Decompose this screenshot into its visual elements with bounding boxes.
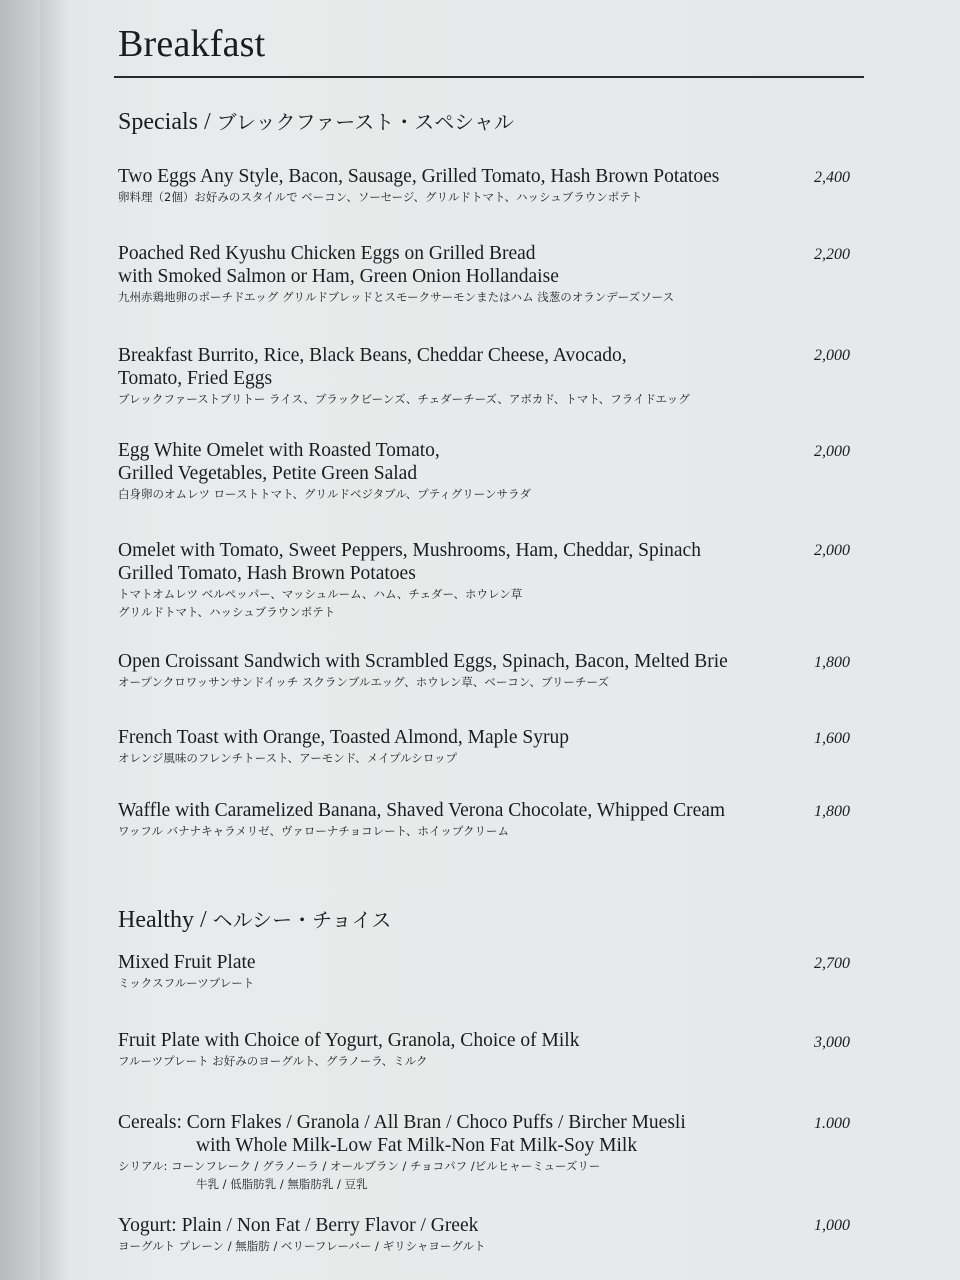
- menu-item: [118, 650, 898, 691]
- title-divider: [114, 76, 864, 78]
- item-name: Mixed Fruit Plate: [118, 952, 256, 973]
- section-separator: /: [197, 109, 217, 135]
- book-binding: [0, 0, 40, 1280]
- item-name-jp: ワッフル バナナキャラメリゼ、ヴァローナチョコレート、ホイップクリーム: [118, 824, 509, 838]
- page-title: Breakfast: [118, 23, 266, 65]
- item-name-jp: ブレックファーストブリトー ライス、ブラックビーンズ、チェダーチーズ、アボカド、トマト、フライドエッグ: [118, 392, 690, 406]
- item-price: 2,000: [814, 443, 850, 460]
- section-name: Healthy: [118, 907, 194, 933]
- item-name-jp: グリルドトマト、ハッシュブラウンポテト: [118, 605, 336, 619]
- item-price: 1,800: [814, 803, 850, 820]
- item-price: 1.000: [814, 1115, 850, 1132]
- item-name: Omelet with Tomato, Sweet Peppers, Mushrooms, Ham, Cheddar, Spinach: [118, 540, 701, 561]
- section-name-jp: ヘルシー・チョイス: [212, 908, 392, 932]
- item-price: 1,800: [814, 654, 850, 671]
- section-name: Specials: [118, 109, 198, 135]
- item-name: Breakfast Burrito, Rice, Black Beans, Cheddar Cheese, Avocado,: [118, 345, 627, 366]
- section-name-jp: ブレックファースト・スペシャル: [216, 110, 514, 134]
- menu-item: [118, 1214, 898, 1255]
- menu-item: [118, 799, 898, 840]
- menu-item: [118, 726, 898, 767]
- menu-item: [118, 1029, 898, 1070]
- item-name: Grilled Tomato, Hash Brown Potatoes: [118, 563, 416, 584]
- menu-item: [118, 951, 898, 992]
- item-price: 2,400: [814, 169, 850, 186]
- item-name: Poached Red Kyushu Chicken Eggs on Grilled Bread: [118, 243, 536, 264]
- item-name-jp: 牛乳 / 低脂肪乳 / 無脂肪乳 / 豆乳: [196, 1177, 368, 1191]
- item-name-jp: 九州赤鶏地卵のポーチドエッグ グリルドブレッドとスモークサーモンまたはハム 浅葱のオランデーズソース: [118, 290, 675, 304]
- menu-item: [118, 165, 898, 206]
- item-name-jp: トマトオムレツ ベルペッパー、マッシュルーム、ハム、チェダー、ホウレン草: [118, 587, 523, 601]
- item-name: with Whole Milk-Low Fat Milk-Non Fat Milk-Soy Milk: [196, 1135, 638, 1156]
- item-name: Egg White Omelet with Roasted Tomato,: [118, 440, 440, 461]
- item-name-jp: オープンクロワッサンサンドイッチ スクランブルエッグ、ホウレン草、ベーコン、ブリーチーズ: [118, 675, 609, 689]
- item-price: 2,200: [814, 246, 850, 263]
- item-name: Grilled Vegetables, Petite Green Salad: [118, 463, 418, 484]
- item-name: French Toast with Orange, Toasted Almond, Maple Syrup: [118, 727, 569, 748]
- section-heading-specials: [118, 106, 514, 136]
- item-price: 2,700: [814, 955, 850, 972]
- item-name: Two Eggs Any Style, Bacon, Sausage, Grilled Tomato, Hash Brown Potatoes: [118, 166, 720, 187]
- item-name: Yogurt: Plain / Non Fat / Berry Flavor / Greek: [118, 1215, 479, 1236]
- item-name-jp: 卵料理（2個）お好みのスタイルで ベーコン、ソーセージ、グリルドトマト、ハッシュブラウンポテト: [118, 190, 643, 204]
- item-name: Tomato, Fried Eggs: [118, 368, 273, 389]
- menu-item: [118, 344, 898, 408]
- item-name: with Smoked Salmon or Ham, Green Onion Hollandaise: [118, 266, 559, 287]
- item-name-jp: シリアル: コーンフレーク / グラノーラ / オールブラン / チョコパフ /ビルヒャーミューズリー: [118, 1159, 601, 1173]
- item-name-jp: ミックスフルーツプレート: [118, 976, 255, 990]
- item-price: 2,000: [814, 347, 850, 364]
- item-price: 2,000: [814, 542, 850, 559]
- item-name: Waffle with Caramelized Banana, Shaved Verona Chocolate, Whipped Cream: [118, 800, 726, 821]
- menu-item: [118, 1111, 898, 1193]
- item-price: 1,000: [814, 1217, 850, 1234]
- menu-item: [118, 242, 898, 306]
- menu-item: [118, 539, 898, 621]
- item-name: Open Croissant Sandwich with Scrambled Eggs, Spinach, Bacon, Melted Brie: [118, 651, 728, 672]
- menu-item: [118, 439, 898, 503]
- item-price: 3,000: [814, 1034, 850, 1051]
- section-heading-healthy: [118, 904, 391, 934]
- section-separator: /: [193, 907, 213, 933]
- item-name-jp: フルーツプレート お好みのヨーグルト、グラノーラ、ミルク: [118, 1054, 428, 1068]
- item-name: Fruit Plate with Choice of Yogurt, Granola, Choice of Milk: [118, 1030, 580, 1051]
- item-name-jp: オレンジ風味のフレンチトースト、アーモンド、メイプルシロップ: [118, 751, 458, 765]
- item-name: Cereals: Corn Flakes / Granola / All Bran / Choco Puffs / Bircher Muesli: [118, 1112, 686, 1133]
- item-name-jp: 白身卵のオムレツ ローストトマト、グリルドベジタブル、プティグリーンサラダ: [118, 487, 531, 501]
- item-name-jp: ヨーグルト プレーン / 無脂肪 / ベリーフレーバー / ギリシャヨーグルト: [118, 1239, 486, 1253]
- item-price: 1,600: [814, 730, 850, 747]
